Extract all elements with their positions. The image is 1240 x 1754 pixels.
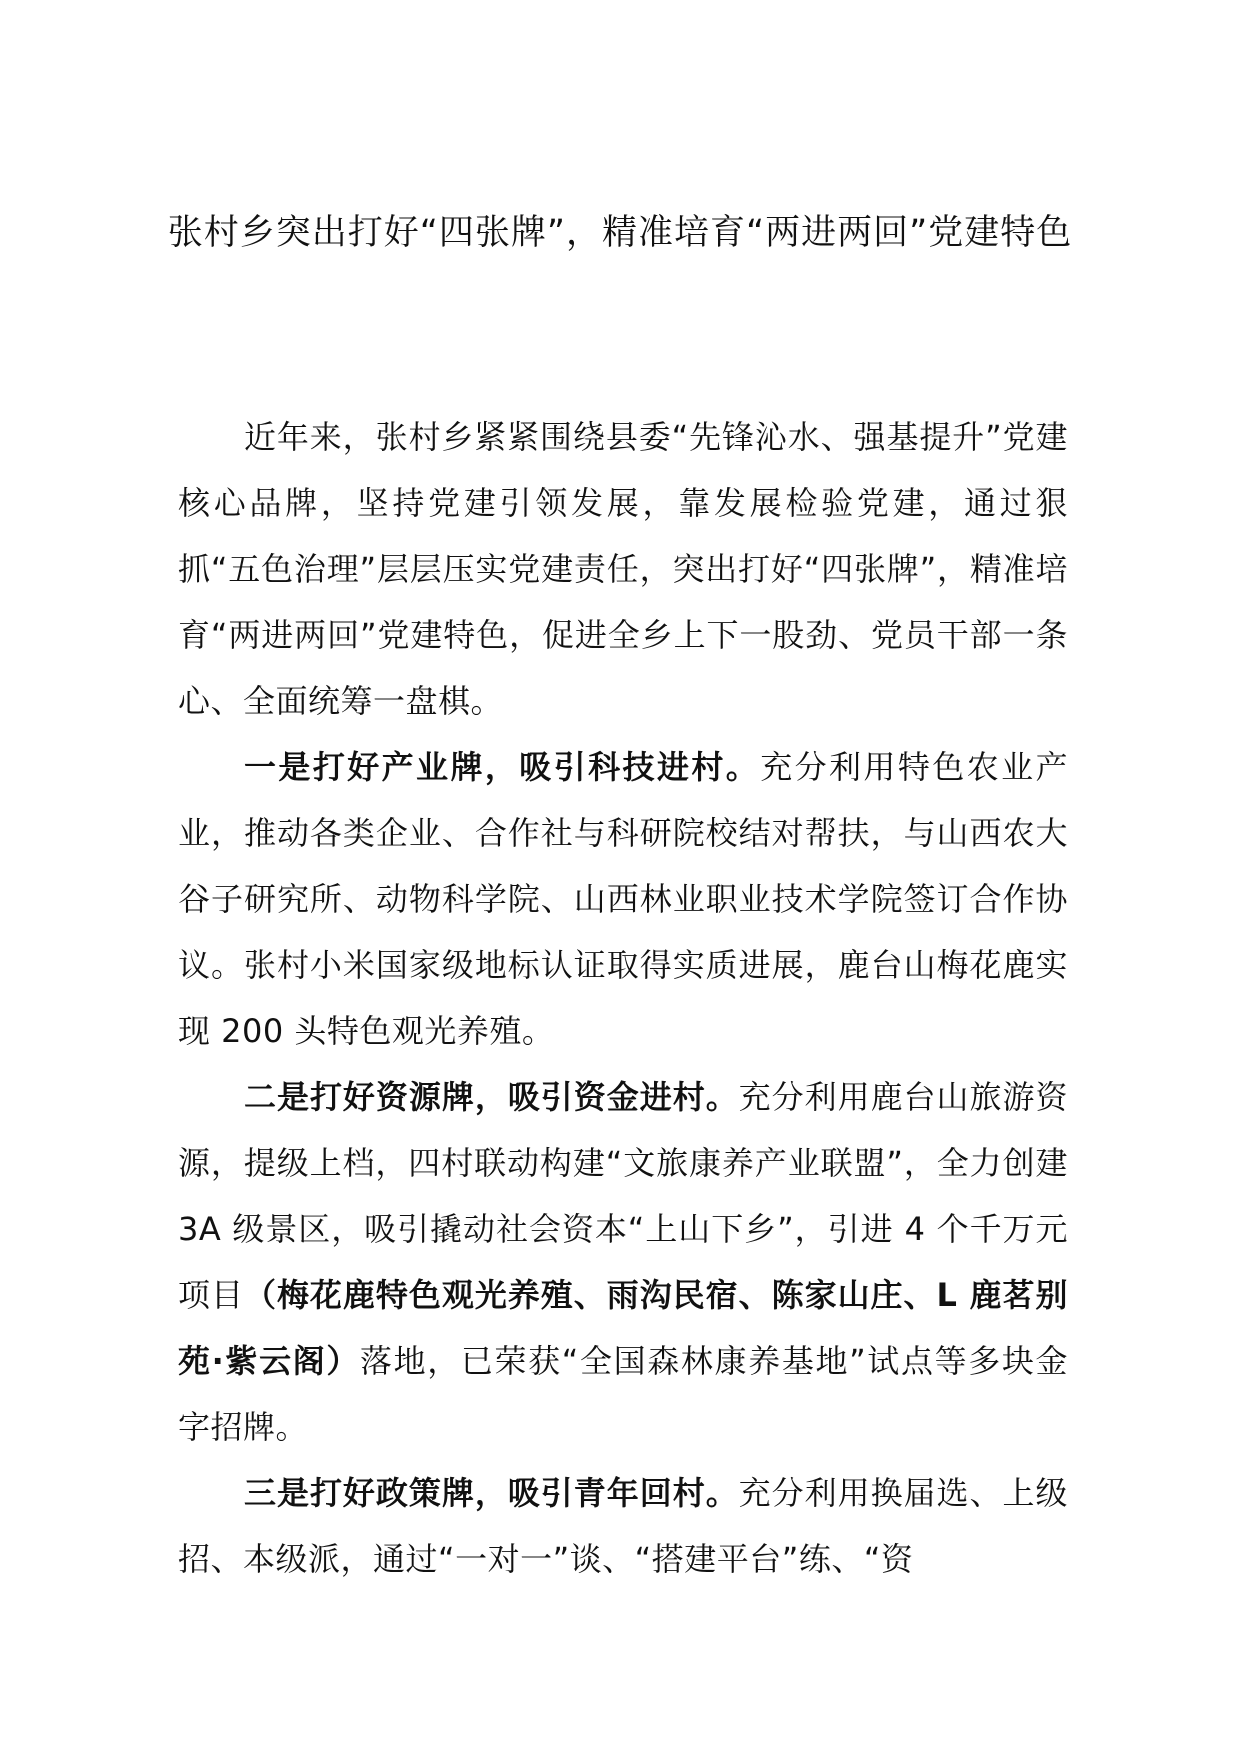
paragraph-resources-text: 充分利用鹿台山旅游资源，提级上档，四村联动构建“文旅康养产业联盟”，全力创建 3A 级景区，吸引撬动社会资本“上山下乡”，引进 4 个千万元项目 (178, 1078, 1068, 1314)
paragraph-intro (178, 404, 1068, 734)
document-title: 张村乡突出打好“四张牌”，精准培育“两进两回”党建特色 (167, 213, 1073, 253)
paragraph-policy (178, 1460, 1068, 1592)
document-body (178, 404, 1068, 1592)
paragraph-industry (178, 734, 1068, 1064)
paragraph-policy-lead: 三是打好政策牌，吸引青年回村。 (244, 1474, 739, 1512)
paragraph-industry-text: 充分利用特色农业产业，推动各类企业、合作社与科研院校结对帮扶，与山西农大谷子研究所、动物科学院、山西林业职业技术学院签订合作协议。张村小米国家级地标认证取得实质进展，鹿台山梅花鹿实现 200 头特色观光养殖。 (178, 748, 1068, 1050)
paragraph-intro-text: 近年来，张村乡紧紧围绕县委“先锋沁水、强基提升”党建核心品牌，坚持党建引领发展，靠发展检验党建，通过狠抓“五色治理”层层压实党建责任，突出打好“四张牌”，精准培育“两进两回”党建特色，促进全乡上下一股劲、党员干部一条心、全面统筹一盘棋。 (178, 418, 1068, 720)
paragraph-resources-projects: （梅花鹿特色观光养殖、雨沟民宿、陈家山庄、L 鹿茗别苑·紫云阁） (178, 1276, 1068, 1380)
paragraph-industry-lead: 一是打好产业牌，吸引科技进村。 (244, 748, 761, 786)
paragraph-resources (178, 1064, 1068, 1460)
paragraph-policy-text: 充分利用换届选、上级招、本级派，通过“一对一”谈、“搭建平台”练、“资 (178, 1474, 1068, 1578)
paragraph-resources-tail: 落地，已荣获“全国森林康养基地”试点等多块金字招牌。 (178, 1342, 1068, 1446)
paragraph-resources-lead: 二是打好资源牌，吸引资金进村。 (244, 1078, 739, 1116)
